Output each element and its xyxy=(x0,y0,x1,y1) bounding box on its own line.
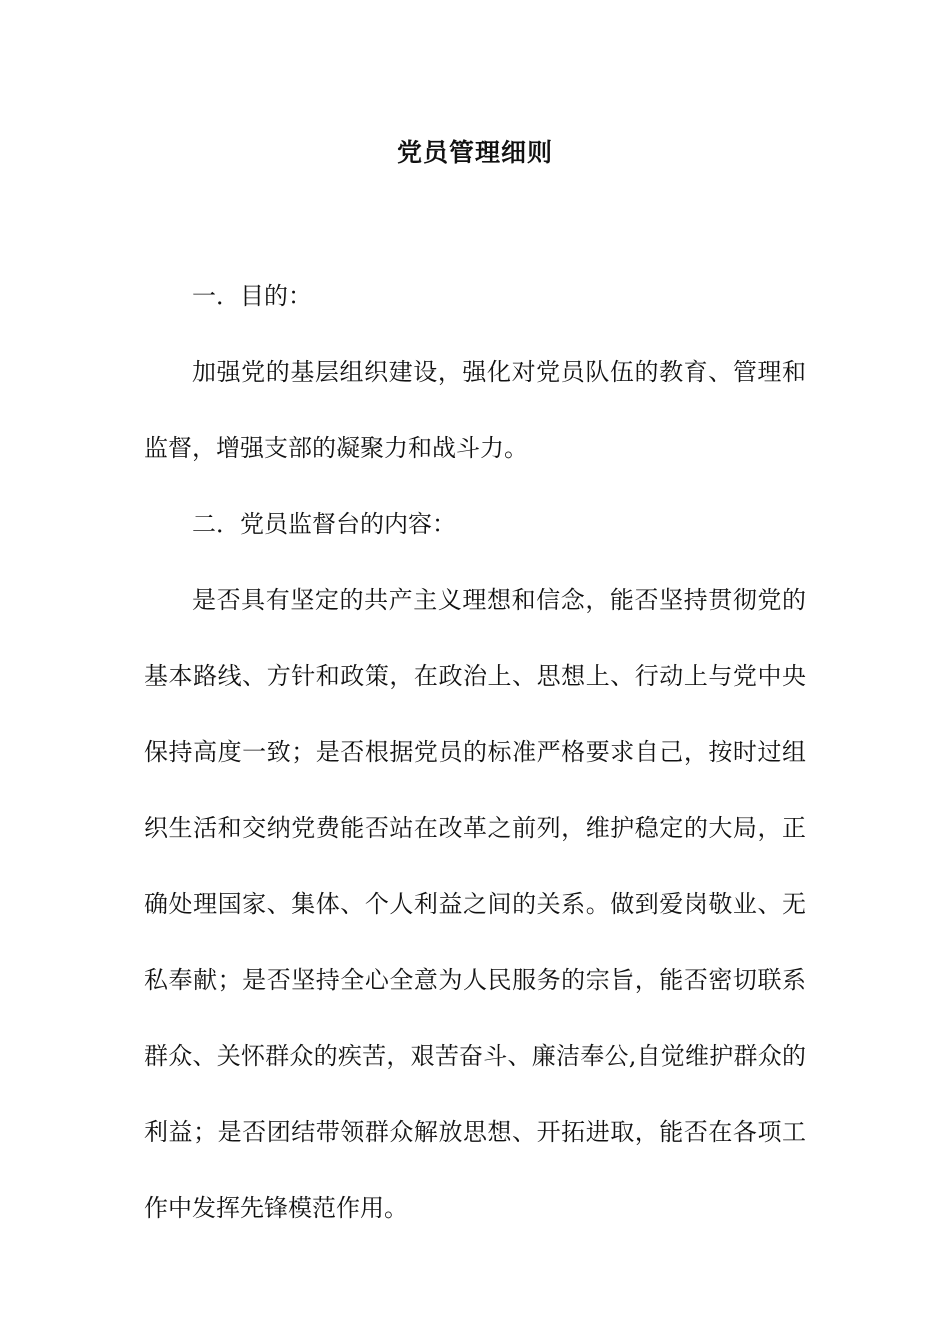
document-title: 党员管理细则 xyxy=(396,138,553,167)
document-body xyxy=(144,258,806,1246)
section-heading-purpose: 一．目的： xyxy=(192,282,312,310)
section-paragraph-purpose: 加强党的基层组织建设，强化对党员队伍的教育、管理和监督，增强支部的凝聚力和战斗力。 xyxy=(144,358,806,462)
section-paragraph-supervision: 是否具有坚定的共产主义理想和信念，能否坚持贯彻党的基本路线、方针和政策，在政治上、思想上、行动上与党中央保持高度一致；是否根据党员的标准严格要求自己，按时过组织生活和交纳党费能否站在改革之前列，维护稳定的大局，正确处理国家、集体、个人利益之间的关系。做到爱岗敬业、无私奉献；是否坚持全心全意为人民服务的宗旨，能否密切联系群众、关怀群众的疾苦，艰苦奋斗、廉洁奉公,自觉维护群众的利益；是否团结带领群众解放思想、开拓进取，能否在各项工作中发挥先锋模范作用。 xyxy=(144,586,806,1222)
section-heading-supervision: 二．党员监督台的内容： xyxy=(192,510,456,538)
